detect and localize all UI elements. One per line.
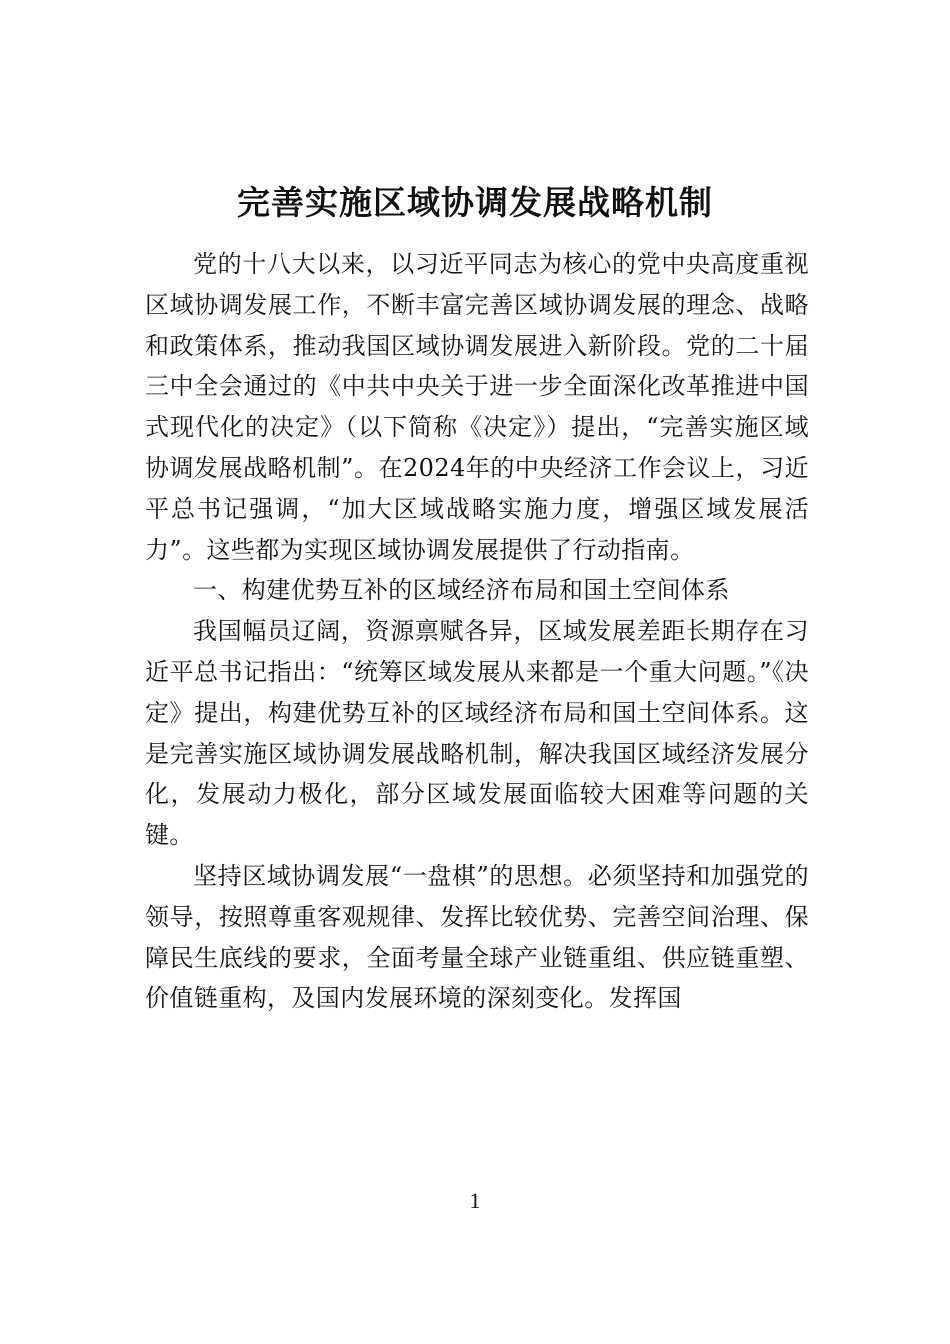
- page-number: 1: [469, 1188, 481, 1213]
- paragraph-intro: 党的十八大以来，以习近平同志为核心的党中央高度重视区域协调发展工作，不断丰富完善区域协调发展的理念、战略和政策体系，推动我国区域协调发展进入新阶段。党的二十届三中全会通过的《中共中央关于进一步全面深化改革推进中国式现代化的决定》（以下简称《决定》）提出，“完善实施区域协调发展战略机制”。在2024年的中央经济工作会议上，习近平总书记强调，“加大区域战略实施力度，增强区域发展活力”。这些都为实现区域协调发展提供了行动指南。: [145, 250, 809, 564]
- document-title: 完善实施区域协调发展战略机制: [237, 183, 713, 222]
- section-heading-1: 一、构建优势互补的区域经济布局和国土空间体系: [193, 576, 730, 605]
- document-body: [145, 244, 809, 1019]
- paragraph-section1-a: 我国幅员辽阔，资源禀赋各异，区域发展差距长期存在习近平总书记指出：“统筹区域发展从来都是一个重大问题。”《决定》提出，构建优势互补的区域经济布局和国土空间体系。这是完善实施区域协调发展战略机制，解决我国区域经济发展分化，发展动力极化，部分区域发展面临较大困难等问题的关键。: [145, 617, 809, 850]
- paragraph-section1-b: 坚持区域协调发展“一盘棋”的思想。必须坚持和加强党的领导，按照尊重客观规律、发挥比较优势、完善空间治理、保障民生底线的要求，全面考量全球产业链重组、供应链重塑、价值链重构，及国内发展环境的深刻变化。发挥国: [145, 861, 809, 1013]
